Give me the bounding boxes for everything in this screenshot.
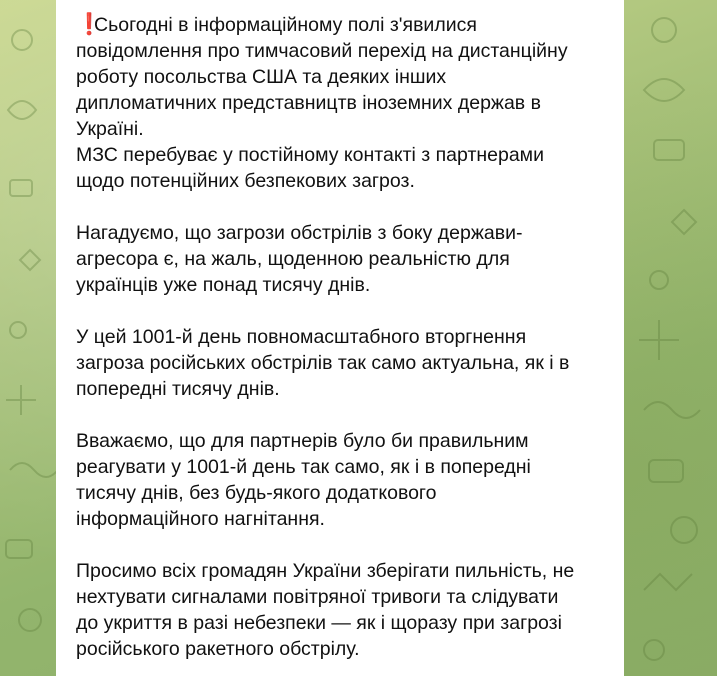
message-paragraph: [76, 324, 604, 402]
message-line-text: Сьогодні в інформаційному полі з'явилися: [94, 14, 477, 36]
message-line: У цей 1001-й день повномасштабного вторгнення: [76, 326, 527, 348]
message-line: українців уже понад тисячу днів.: [76, 274, 371, 296]
message-line: Вважаємо, що для партнерів було би правильним: [76, 430, 529, 452]
message-line: реагувати у 1001-й день так само, як і в попередні: [76, 456, 531, 478]
message-paragraph: [76, 220, 604, 298]
message-paragraph: [76, 12, 604, 194]
message-line: загроза російських обстрілів так само актуальна, як і в: [76, 352, 570, 374]
doodle-pattern-right: [624, 0, 717, 676]
red-exclamation-icon: ❗: [76, 13, 103, 36]
message-line: [76, 12, 604, 38]
message-line: російського ракетного обстрілу.: [76, 638, 360, 660]
message-line: повідомлення про тимчасовий перехід на дистанційну: [76, 40, 568, 62]
message-line: інформаційного нагнітання.: [76, 508, 325, 530]
message-line: нехтувати сигналами повітряної тривоги та слідувати: [76, 586, 559, 608]
message-paragraph: [76, 558, 604, 662]
message-text: [76, 12, 604, 662]
message-line: Нагадуємо, що загрози обстрілів з боку держави-: [76, 222, 523, 244]
message-line: до укриття в разі небезпеки — як і щоразу при загрозі: [76, 612, 562, 634]
message-line: дипломатичних представництв іноземних держав в: [76, 92, 541, 114]
message-line: МЗС перебуває у постійному контакті з партнерами: [76, 144, 544, 166]
message-line: Просимо всіх громадян України зберігати пильність, не: [76, 560, 575, 582]
message-line: Україні.: [76, 118, 144, 140]
message-line: щодо потенційних безпекових загроз.: [76, 170, 415, 192]
message-line: попередні тисячу днів.: [76, 378, 280, 400]
message-bubble: [56, 0, 624, 676]
message-line: тисячу днів, без будь-якого додаткового: [76, 482, 437, 504]
message-line: роботу посольства США та деяких інших: [76, 66, 447, 88]
message-paragraph: [76, 428, 604, 532]
doodle-pattern-left: [0, 0, 56, 676]
message-line: агресора є, на жаль, щоденною реальністю для: [76, 248, 510, 270]
